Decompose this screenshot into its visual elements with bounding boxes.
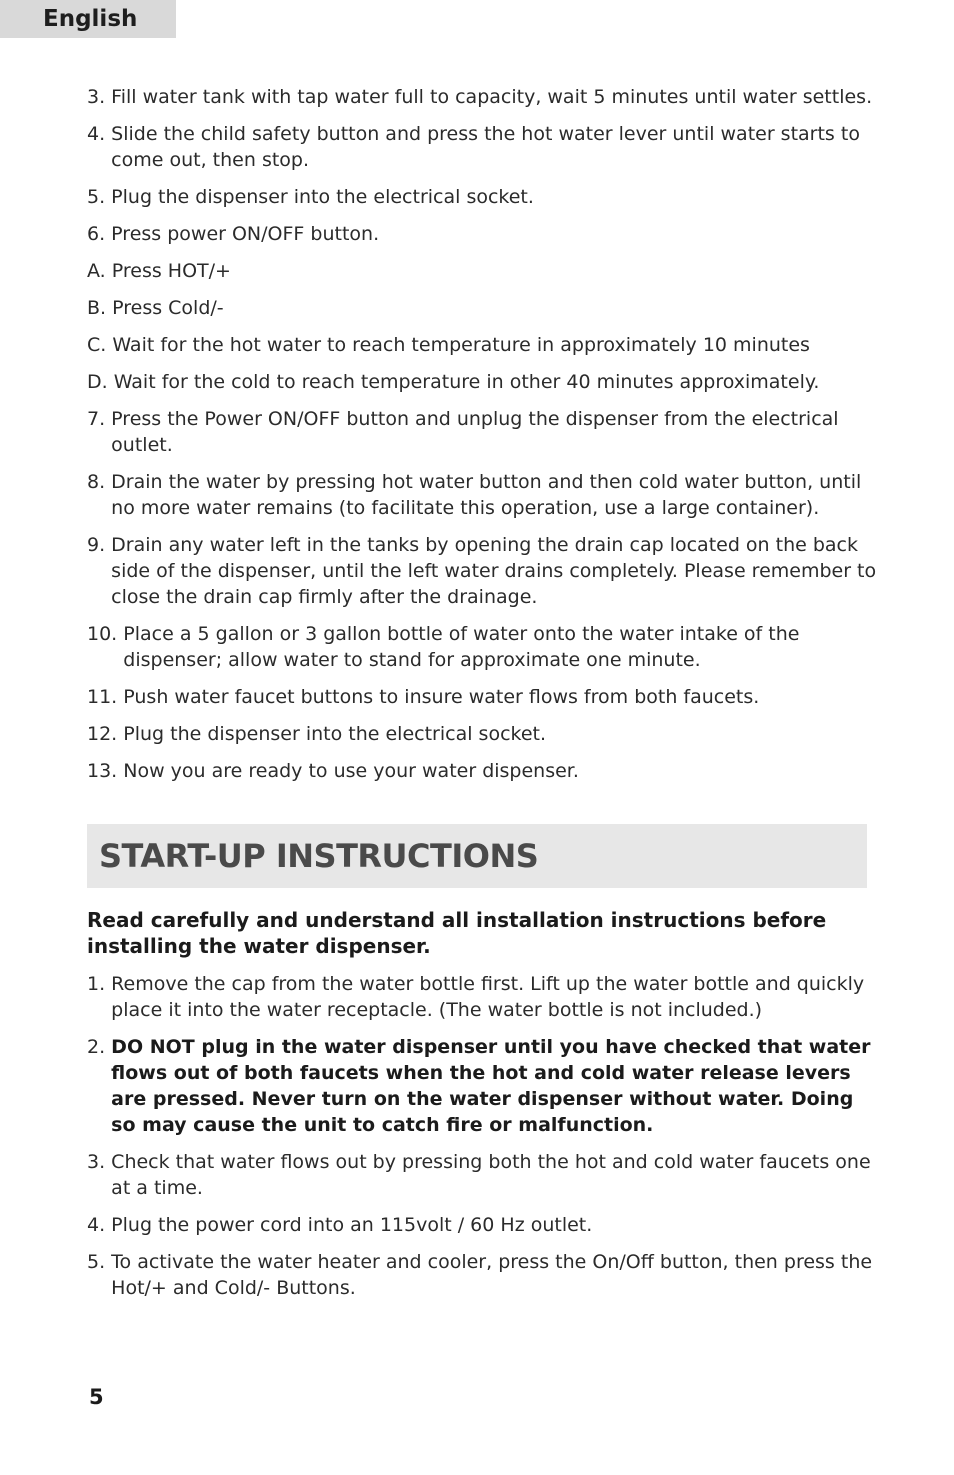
item-text: Check that water flows out by pressing both the hot and cold water faucets one at a time. — [111, 1151, 871, 1199]
list-item — [87, 121, 877, 173]
list-item — [87, 971, 877, 1023]
item-number: 10. — [87, 623, 124, 645]
list-item — [87, 1212, 877, 1238]
item-number: D. — [87, 371, 114, 393]
section-intro: Read carefully and understand all installation instructions before installing the water dispenser. — [87, 908, 827, 958]
list-item — [87, 84, 877, 110]
item-number: 7. — [87, 408, 112, 430]
item-number: 4. — [87, 123, 112, 145]
item-text: Wait for the hot water to reach temperature in approximately 10 minutes — [112, 334, 810, 356]
list-item — [87, 684, 877, 710]
list-item — [87, 221, 877, 247]
section-title: START-UP INSTRUCTIONS — [99, 837, 539, 875]
item-number: C. — [87, 334, 113, 356]
item-text-warning: DO NOT plug in the water dispenser until you have checked that water flows out of both faucets when the hot and cold water release levers are pressed. Never turn on the water dispenser without water. Doing so may cause the unit to catch fire or malfunction. — [111, 1036, 871, 1136]
item-text: Drain any water left in the tanks by opening the drain cap located on the back side of the dispenser, until the left water drains completely. Please remember to close the drain cap firmly after the drainage. — [111, 534, 877, 608]
page-number: 5 — [89, 1385, 104, 1409]
item-text: Press power ON/OFF button. — [111, 223, 380, 245]
steps-list-startup — [87, 971, 877, 1312]
item-text: Wait for the cold to reach temperature in other 40 minutes approximately. — [113, 371, 820, 393]
item-text: Press HOT/+ — [111, 260, 231, 282]
item-text: Press Cold/- — [112, 297, 224, 319]
list-item — [87, 406, 877, 458]
list-item — [87, 369, 877, 395]
item-text: Fill water tank with tap water full to capacity, wait 5 minutes until water settles. — [111, 86, 873, 108]
language-tab — [0, 0, 176, 38]
item-number: 13. — [87, 760, 124, 782]
list-item — [87, 721, 877, 747]
item-number: 2. — [87, 1036, 112, 1058]
item-number: 12. — [87, 723, 124, 745]
item-number: 9. — [87, 534, 112, 556]
item-number: 5. — [87, 1251, 112, 1273]
list-item — [87, 1034, 877, 1138]
list-item — [87, 184, 877, 210]
item-text: Remove the cap from the water bottle first. Lift up the water bottle and quickly place it into the water receptacle. (The water bottle is not included.) — [111, 973, 865, 1021]
item-number: 5. — [87, 186, 112, 208]
list-item — [87, 258, 877, 284]
item-number: 11. — [87, 686, 124, 708]
item-number: B. — [87, 297, 113, 319]
item-number: A. — [87, 260, 112, 282]
item-number: 3. — [87, 86, 112, 108]
item-number: 3. — [87, 1151, 112, 1173]
item-number: 1. — [87, 973, 112, 995]
item-text: Drain the water by pressing hot water button and then cold water button, until no more water remains (to facilitate this operation, use a large container). — [111, 471, 862, 519]
item-text: Now you are ready to use your water dispenser. — [123, 760, 579, 782]
list-item — [87, 621, 877, 673]
item-text: Plug the power cord into an 115volt / 60 Hz outlet. — [111, 1214, 593, 1236]
item-text: Plug the dispenser into the electrical socket. — [123, 723, 547, 745]
list-item — [87, 332, 877, 358]
section-heading-bar — [87, 824, 867, 888]
list-item — [87, 758, 877, 784]
item-text: To activate the water heater and cooler, press the On/Off button, then press the Hot/+ and Cold/- Buttons. — [111, 1251, 873, 1299]
list-item — [87, 1149, 877, 1201]
item-text: Press the Power ON/OFF button and unplug the dispenser from the electrical outlet. — [111, 408, 839, 456]
item-text: Push water faucet buttons to insure water flows from both faucets. — [123, 686, 760, 708]
item-number: 6. — [87, 223, 112, 245]
list-item — [87, 1249, 877, 1301]
steps-list-top — [87, 84, 877, 795]
list-item — [87, 295, 877, 321]
language-tab-label: English — [43, 6, 138, 32]
list-item — [87, 532, 877, 610]
item-number: 8. — [87, 471, 112, 493]
item-text: Place a 5 gallon or 3 gallon bottle of water onto the water intake of the dispenser; allow water to stand for approximate one minute. — [123, 623, 800, 671]
item-text: Plug the dispenser into the electrical socket. — [111, 186, 534, 208]
item-text: Slide the child safety button and press the hot water lever until water starts to come out, then stop. — [111, 123, 860, 171]
list-item — [87, 469, 877, 521]
item-number: 4. — [87, 1214, 112, 1236]
